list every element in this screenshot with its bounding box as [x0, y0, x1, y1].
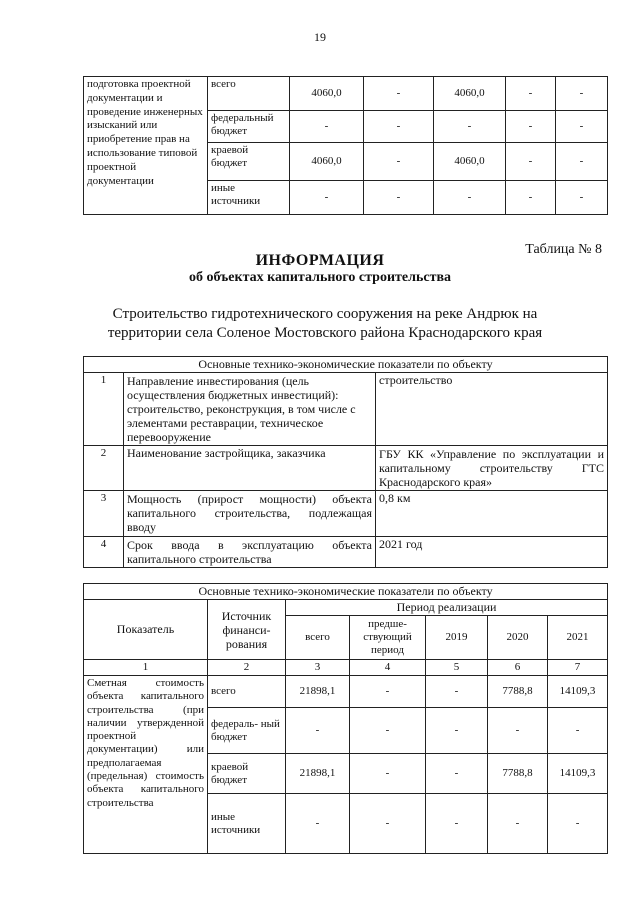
top-value-cell: 4060,0 — [434, 77, 506, 111]
finance-value-cell: - — [350, 794, 426, 854]
indicator-number: 4 — [84, 537, 124, 568]
top-value-cell: - — [364, 181, 434, 215]
top-value-cell: - — [506, 111, 556, 143]
period-col-header: всего — [286, 616, 350, 660]
top-value-cell: - — [364, 77, 434, 111]
finance-value-cell: - — [350, 708, 426, 754]
table-label: Таблица № 8 — [525, 242, 602, 257]
indicator-value: 0,8 км — [376, 491, 608, 537]
col-number: 2 — [208, 660, 286, 676]
top-value-cell: - — [556, 143, 608, 181]
top-value-cell: - — [556, 111, 608, 143]
finance-value-cell: 7788,8 — [488, 676, 548, 708]
finance-source-cell: иные источники — [208, 794, 286, 854]
finance-value-cell: - — [426, 794, 488, 854]
col-number: 1 — [84, 660, 208, 676]
top-value-cell: - — [556, 77, 608, 111]
finance-value-cell: - — [548, 794, 608, 854]
finance-value-cell: - — [350, 676, 426, 708]
top-value-cell: - — [290, 181, 364, 215]
finance-value-cell: 21898,1 — [286, 676, 350, 708]
page-number: 19 — [314, 30, 326, 44]
finance-value-cell: 14109,3 — [548, 676, 608, 708]
period-col-header: 2021 — [548, 616, 608, 660]
period-col-header: 2019 — [426, 616, 488, 660]
top-source-cell: федеральный бюджет — [208, 111, 290, 143]
finance-value-cell: - — [488, 794, 548, 854]
finance-source-cell: краевой бюджет — [208, 754, 286, 794]
document-title: ИНФОРМАЦИЯ — [255, 252, 385, 269]
indicator-value: строительство — [376, 373, 608, 446]
top-value-cell: - — [506, 77, 556, 111]
finance-value-cell: - — [548, 708, 608, 754]
finance-source-cell: всего — [208, 676, 286, 708]
col-number: 6 — [488, 660, 548, 676]
period-col-header: 2020 — [488, 616, 548, 660]
finance-table — [83, 583, 608, 854]
top-value-cell: - — [556, 181, 608, 215]
period-col-header: предше- ствующий период — [350, 616, 426, 660]
indicator-label: Мощность (прирост мощности) объекта капитального строительства, подлежащая вводу — [124, 491, 376, 537]
top-value-cell: - — [434, 181, 506, 215]
top-value-cell: 4060,0 — [290, 77, 364, 111]
indicator-label: Направление инвестирования (цель осуществления бюджетных инвестиций): строительство, реконструкция, в том числе с элементами реставрации, техническое перевооружение — [124, 373, 376, 446]
indicator-label: Срок ввода в эксплуатацию объекта капитального строительства — [124, 537, 376, 568]
top-source-cell: всего — [208, 77, 290, 111]
col-source-header: Источник финанси- рования — [208, 600, 286, 660]
top-value-cell: - — [364, 111, 434, 143]
col-number: 7 — [548, 660, 608, 676]
top-value-cell: - — [506, 181, 556, 215]
finance-value-cell: - — [426, 676, 488, 708]
col-number: 3 — [286, 660, 350, 676]
finance-value-cell: 21898,1 — [286, 754, 350, 794]
top-value-cell: - — [506, 143, 556, 181]
finance-value-cell: - — [286, 708, 350, 754]
object-name: Строительство гидротехнического сооружения на реке Андрюк на территории села Соленое Мостовского района Краснодарского края — [107, 306, 543, 341]
finance-indicator-text: Сметная стоимость объекта капитального строительства (при наличии утвержденной проектной документации) или предполагаемая (предельная) стоимость объекта капитального строительства — [84, 676, 208, 854]
top-value-cell: - — [434, 111, 506, 143]
col-number: 4 — [350, 660, 426, 676]
finance-value-cell: 14109,3 — [548, 754, 608, 794]
top-first-col-text: подготовка проектной документации и проведение инженерных изысканий или приобретение прав на использование типовой проектной документации — [84, 77, 208, 215]
period-header: Период реализации — [286, 600, 608, 616]
document-subtitle: об объектах капитального строительства — [188, 270, 452, 285]
indicator-number: 1 — [84, 373, 124, 446]
top-value-cell: 4060,0 — [290, 143, 364, 181]
col-number: 5 — [426, 660, 488, 676]
indicator-value: 2021 год — [376, 537, 608, 568]
finance-value-cell: - — [488, 708, 548, 754]
finance-value-cell: - — [426, 754, 488, 794]
finance-value-cell: - — [350, 754, 426, 794]
indicators-table — [83, 356, 608, 568]
indicator-value: ГБУ КК «Управление по эксплуатации и капитальному строительству ГТС Краснодарского края» — [376, 446, 608, 491]
indicators-header: Основные технико-экономические показатели по объекту — [84, 357, 608, 373]
finance-value-cell: 7788,8 — [488, 754, 548, 794]
indicator-label: Наименование застройщика, заказчика — [124, 446, 376, 491]
finance-value-cell: - — [286, 794, 350, 854]
col-indicator-header: Показатель — [84, 600, 208, 660]
top-finance-table — [83, 76, 608, 215]
finance-header: Основные технико-экономические показатели по объекту — [84, 584, 608, 600]
finance-value-cell: - — [426, 708, 488, 754]
top-source-cell: краевой бюджет — [208, 143, 290, 181]
indicator-number: 2 — [84, 446, 124, 491]
finance-source-cell: федераль- ный бюджет — [208, 708, 286, 754]
top-value-cell: - — [290, 111, 364, 143]
indicator-number: 3 — [84, 491, 124, 537]
top-value-cell: - — [364, 143, 434, 181]
top-value-cell: 4060,0 — [434, 143, 506, 181]
top-source-cell: иные источники — [208, 181, 290, 215]
